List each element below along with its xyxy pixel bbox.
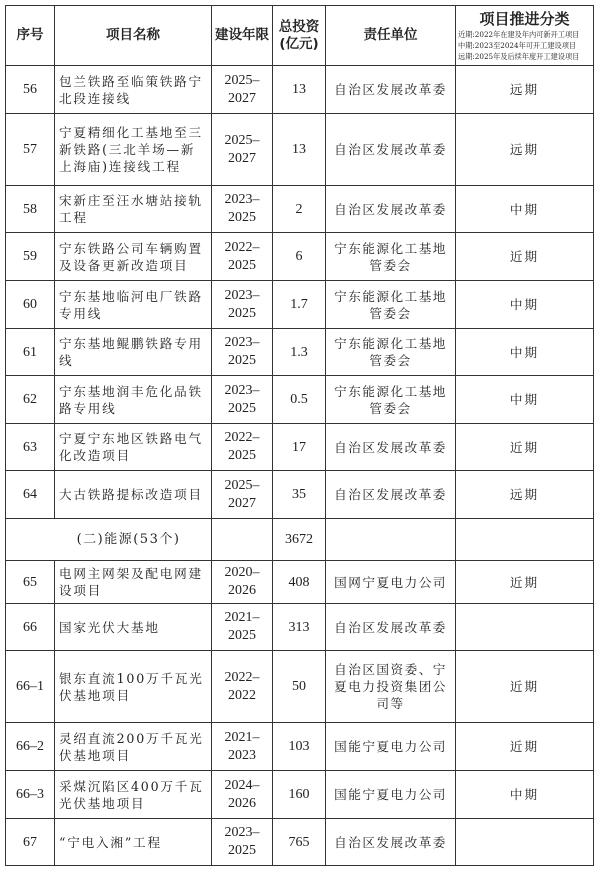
years-end: 2025 — [228, 210, 256, 225]
section-category — [456, 519, 594, 561]
cell-category: 中期 — [456, 281, 594, 329]
header-investment-line1: 总投资 — [278, 18, 320, 35]
cell-seq: 60 — [6, 281, 55, 329]
table-row — [6, 66, 594, 114]
cell-responsible-unit: 自治区国资委、宁夏电力投资集团公司等 — [326, 651, 456, 723]
section-investment: 3672 — [273, 519, 326, 561]
years-end: 2027 — [228, 150, 256, 166]
table-row — [6, 329, 594, 376]
years-end: 2026 — [228, 795, 256, 811]
cell-years — [212, 281, 273, 329]
cell-responsible-unit: 宁东能源化工基地管委会 — [326, 233, 456, 281]
table-row — [6, 723, 594, 771]
cell-responsible-unit: 自治区发展改革委 — [326, 424, 456, 471]
section-unit — [326, 519, 456, 561]
years-end: 2025 — [228, 400, 256, 416]
cell-responsible-unit: 国能宁夏电力公司 — [326, 771, 456, 819]
years-start: 2025– — [224, 477, 260, 493]
cell-responsible-unit: 国网宁夏电力公司 — [326, 561, 456, 604]
years-start: 2023– — [224, 825, 260, 840]
cell-investment: 103 — [273, 723, 326, 771]
cell-responsible-unit: 自治区发展改革委 — [326, 604, 456, 651]
table-row — [6, 281, 594, 329]
cell-investment: 6 — [273, 233, 326, 281]
cell-category: 近期 — [456, 233, 594, 281]
table-row — [6, 114, 594, 186]
cell-investment: 0.5 — [273, 376, 326, 424]
cell-seq: 58 — [6, 186, 55, 233]
cell-project-name: 电网主网架及配电网建设项目 — [55, 561, 212, 604]
cell-years — [212, 233, 273, 281]
cell-seq: 66–3 — [6, 771, 55, 819]
cell-project-name: 银东直流100万千瓦光伏基地项目 — [55, 651, 212, 723]
cell-seq: 66 — [6, 604, 55, 651]
cell-seq: 64 — [6, 471, 55, 519]
cell-project-name: 宁夏精细化工基地至三新铁路(三北羊场—新上海庙)连接线工程 — [55, 114, 212, 186]
cell-category: 中期 — [456, 329, 594, 376]
cell-investment: 35 — [273, 471, 326, 519]
cell-seq: 66–1 — [6, 651, 55, 723]
cell-investment: 765 — [273, 819, 326, 866]
years-start: 2023– — [224, 287, 260, 303]
cell-seq: 66–2 — [6, 723, 55, 771]
cell-category: 近期 — [456, 723, 594, 771]
years-start: 2023– — [224, 192, 260, 207]
cell-investment: 50 — [273, 651, 326, 723]
cell-responsible-unit: 自治区发展改革委 — [326, 114, 456, 186]
cell-investment: 1.3 — [273, 329, 326, 376]
years-start: 2023– — [224, 335, 260, 350]
legend-mid-term: 中期:2023至2024年可开工建设项目 — [458, 41, 577, 50]
cell-investment: 408 — [273, 561, 326, 604]
header-unit: 责任单位 — [326, 6, 456, 66]
cell-responsible-unit: 宁东能源化工基地管委会 — [326, 376, 456, 424]
cell-seq: 67 — [6, 819, 55, 866]
cell-years — [212, 771, 273, 819]
cell-responsible-unit: 宁东能源化工基地管委会 — [326, 281, 456, 329]
cell-seq: 62 — [6, 376, 55, 424]
cell-seq: 59 — [6, 233, 55, 281]
years-start: 2021– — [224, 610, 260, 625]
cell-investment: 13 — [273, 114, 326, 186]
section-years — [212, 519, 273, 561]
cell-project-name: 宋新庄至汪水塘站接轨工程 — [55, 186, 212, 233]
cell-project-name: 宁东铁路公司车辆购置及设备更新改造项目 — [55, 233, 212, 281]
years-end: 2023 — [228, 747, 256, 763]
years-end: 2026 — [228, 583, 256, 598]
header-investment-line2: (亿元) — [279, 35, 319, 52]
years-end: 2025 — [228, 628, 256, 643]
cell-project-name: 灵绍直流200万千瓦光伏基地项目 — [55, 723, 212, 771]
table-header-row — [6, 6, 594, 66]
section-label: (二)能源(53个) — [6, 519, 212, 561]
cell-seq: 56 — [6, 66, 55, 114]
cell-category: 近期 — [456, 651, 594, 723]
table-row — [6, 771, 594, 819]
header-seq: 序号 — [6, 6, 55, 66]
cell-years — [212, 471, 273, 519]
years-start: 2021– — [224, 729, 260, 745]
years-end: 2025 — [228, 305, 256, 321]
cell-investment: 313 — [273, 604, 326, 651]
cell-project-name: 宁东基地润丰危化品铁路专用线 — [55, 376, 212, 424]
years-start: 2022– — [224, 669, 260, 685]
category-title: 项目推进分类 — [479, 10, 570, 28]
legend-long-term: 远期:2025年及后续年度开工建设项目 — [458, 52, 580, 61]
cell-category: 中期 — [456, 771, 594, 819]
cell-category: 近期 — [456, 424, 594, 471]
cell-investment: 1.7 — [273, 281, 326, 329]
cell-years — [212, 723, 273, 771]
cell-seq: 61 — [6, 329, 55, 376]
years-end: 2025 — [228, 448, 256, 463]
cell-category: 近期 — [456, 561, 594, 604]
table-row — [6, 233, 594, 281]
cell-category: 远期 — [456, 114, 594, 186]
years-end: 2027 — [228, 495, 256, 511]
cell-project-name: 宁东基地临河电厂铁路专用线 — [55, 281, 212, 329]
years-start: 2025– — [224, 132, 260, 148]
header-name: 项目名称 — [55, 6, 212, 66]
cell-category: 远期 — [456, 471, 594, 519]
cell-project-name: 国家光伏大基地 — [55, 604, 212, 651]
cell-investment: 160 — [273, 771, 326, 819]
cell-years — [212, 604, 273, 651]
table-row — [6, 186, 594, 233]
years-end: 2022 — [228, 687, 256, 703]
cell-project-name: 采煤沉陷区400万千瓦光伏基地项目 — [55, 771, 212, 819]
years-start: 2022– — [224, 239, 260, 255]
cell-project-name: 宁东基地鲲鹏铁路专用线 — [55, 329, 212, 376]
years-start: 2022– — [224, 430, 260, 445]
table-row — [6, 604, 594, 651]
cell-seq: 65 — [6, 561, 55, 604]
cell-project-name: 包兰铁路至临策铁路宁北段连接线 — [55, 66, 212, 114]
cell-responsible-unit: 自治区发展改革委 — [326, 471, 456, 519]
table-row — [6, 424, 594, 471]
cell-category — [456, 604, 594, 651]
cell-project-name: 大古铁路提标改造项目 — [55, 471, 212, 519]
years-start: 2024– — [224, 777, 260, 793]
cell-investment: 2 — [273, 186, 326, 233]
table-row — [6, 376, 594, 424]
cell-category — [456, 819, 594, 866]
cell-category: 中期 — [456, 186, 594, 233]
header-investment — [273, 6, 326, 66]
cell-years — [212, 329, 273, 376]
legend-near-term: 近期:2022年在建及年内可新开工项目 — [458, 30, 580, 39]
years-end: 2025 — [228, 353, 256, 368]
header-years: 建设年限 — [212, 6, 273, 66]
project-table — [5, 5, 594, 866]
table-row — [6, 561, 594, 604]
cell-years — [212, 819, 273, 866]
cell-category: 中期 — [456, 376, 594, 424]
years-end: 2025 — [228, 843, 256, 858]
cell-project-name: “宁电入湘”工程 — [55, 819, 212, 866]
years-end: 2027 — [228, 90, 256, 106]
cell-project-name: 宁夏宁东地区铁路电气化改造项目 — [55, 424, 212, 471]
cell-investment: 17 — [273, 424, 326, 471]
cell-years — [212, 651, 273, 723]
cell-seq: 63 — [6, 424, 55, 471]
cell-seq: 57 — [6, 114, 55, 186]
cell-responsible-unit: 自治区发展改革委 — [326, 819, 456, 866]
cell-years — [212, 424, 273, 471]
cell-years — [212, 376, 273, 424]
header-category — [456, 6, 594, 66]
section-row-energy — [6, 519, 594, 561]
cell-responsible-unit: 国能宁夏电力公司 — [326, 723, 456, 771]
cell-responsible-unit: 自治区发展改革委 — [326, 66, 456, 114]
cell-category: 远期 — [456, 66, 594, 114]
table-row — [6, 471, 594, 519]
cell-responsible-unit: 宁东能源化工基地管委会 — [326, 329, 456, 376]
years-start: 2025– — [224, 72, 260, 88]
years-start: 2023– — [224, 382, 260, 398]
table-row — [6, 819, 594, 866]
years-start: 2020– — [224, 565, 260, 580]
cell-years — [212, 186, 273, 233]
cell-years — [212, 561, 273, 604]
years-end: 2025 — [228, 257, 256, 273]
cell-years — [212, 114, 273, 186]
cell-responsible-unit: 自治区发展改革委 — [326, 186, 456, 233]
table-row — [6, 651, 594, 723]
cell-investment: 13 — [273, 66, 326, 114]
table-body — [6, 66, 594, 866]
cell-years — [212, 66, 273, 114]
